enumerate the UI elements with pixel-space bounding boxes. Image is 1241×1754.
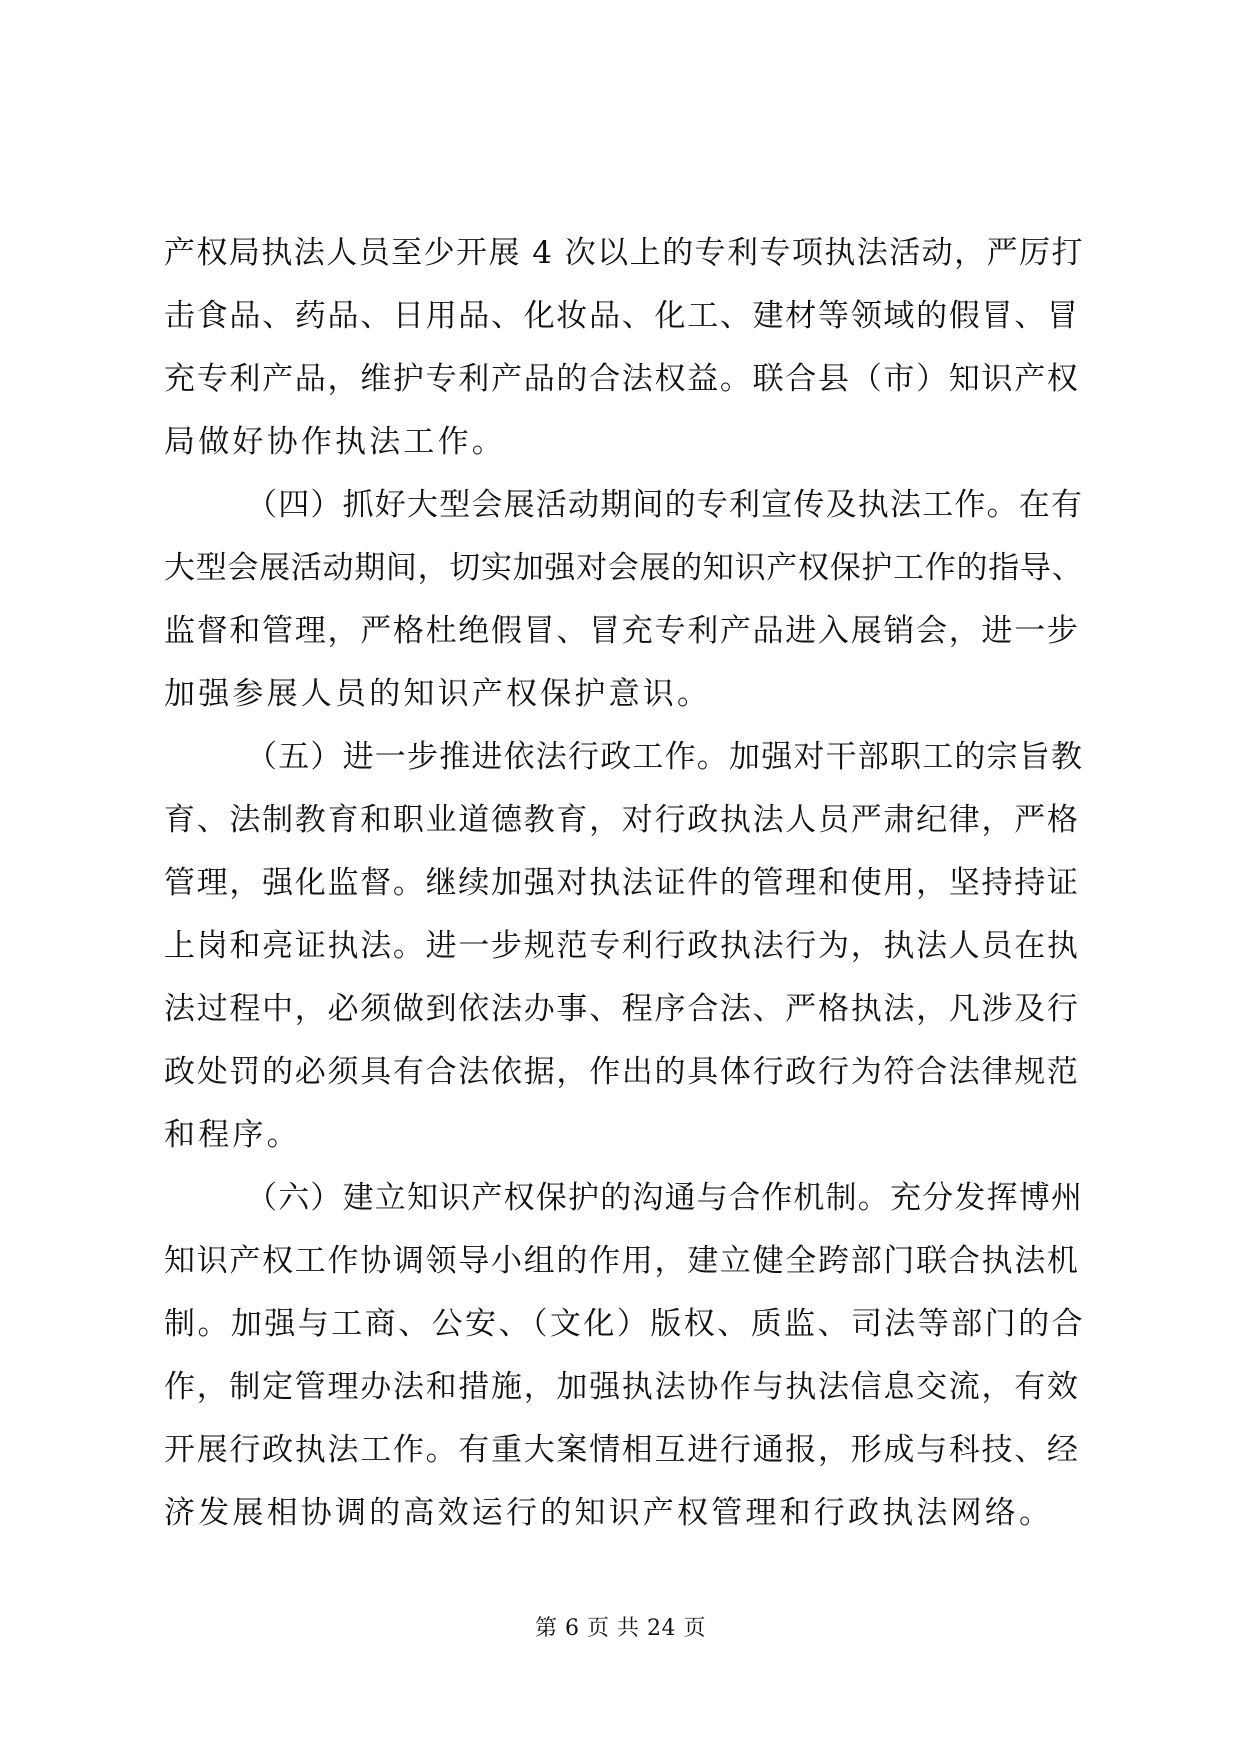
- text-line: 充专利产品，维护专利产品的合法权益。联合县（市）知识产权: [164, 361, 1080, 397]
- text-line: 上岗和亮证执法。进一步规范专利行政执法行为，执法人员在执: [164, 928, 1080, 964]
- document-body: [164, 222, 1084, 1545]
- text-line: 济发展相协调的高效运行的知识产权管理和行政执法网络。: [164, 1495, 1054, 1531]
- text-line: 大型会展活动期间，切实加强对会展的知识产权保护工作的指导、: [164, 550, 1084, 586]
- text-line: 政处罚的必须具有合法依据，作出的具体行政行为符合法律规范: [164, 1054, 1080, 1090]
- paragraph-section-5: [164, 726, 1084, 1167]
- text-line: （四）抓好大型会展活动期间的专利宣传及执法工作。在有: [246, 487, 1084, 523]
- text-line: 监督和管理，严格杜绝假冒、冒充专利产品进入展销会，进一步: [164, 613, 1080, 649]
- text-line: 加强参展人员的知识产权保护意识。: [164, 676, 712, 712]
- text-line: 和程序。: [164, 1117, 301, 1153]
- text-line: 击食品、药品、日用品、化妆品、化工、建材等领域的假冒、冒: [164, 298, 1080, 334]
- text-line: （五）进一步推进依法行政工作。加强对干部职工的宗旨教: [246, 739, 1084, 775]
- text-line: 管理，强化监督。继续加强对执法证件的管理和使用，坚持持证: [164, 865, 1080, 901]
- paragraph-section-6: [164, 1167, 1084, 1545]
- text-line: 作，制定管理办法和措施，加强执法协作与执法信息交流，有效: [164, 1369, 1080, 1405]
- text-line: （六）建立知识产权保护的沟通与合作机制。充分发挥博州: [246, 1180, 1084, 1216]
- paragraph-section-4: [164, 474, 1084, 726]
- page-number-footer: 第 6 页 共 24 页: [535, 1616, 706, 1641]
- text-line: 产权局执法人员至少开展 4 次以上的专利专项执法活动，严厉打: [164, 235, 1084, 271]
- text-line: 局做好协作执法工作。: [164, 424, 506, 460]
- text-line: 育、法制教育和职业道德教育，对行政执法人员严肃纪律，严格: [164, 802, 1080, 838]
- paragraph-continuation: [164, 222, 1084, 474]
- text-line: 开展行政执法工作。有重大案情相互进行通报，形成与科技、经: [164, 1432, 1080, 1468]
- text-line: 知识产权工作协调领导小组的作用，建立健全跨部门联合执法机: [164, 1243, 1080, 1279]
- text-line: 制。加强与工商、公安、（文化）版权、质监、司法等部门的合: [164, 1306, 1086, 1342]
- text-line: 法过程中，必须做到依法办事、程序合法、严格执法，凡涉及行: [164, 991, 1080, 1027]
